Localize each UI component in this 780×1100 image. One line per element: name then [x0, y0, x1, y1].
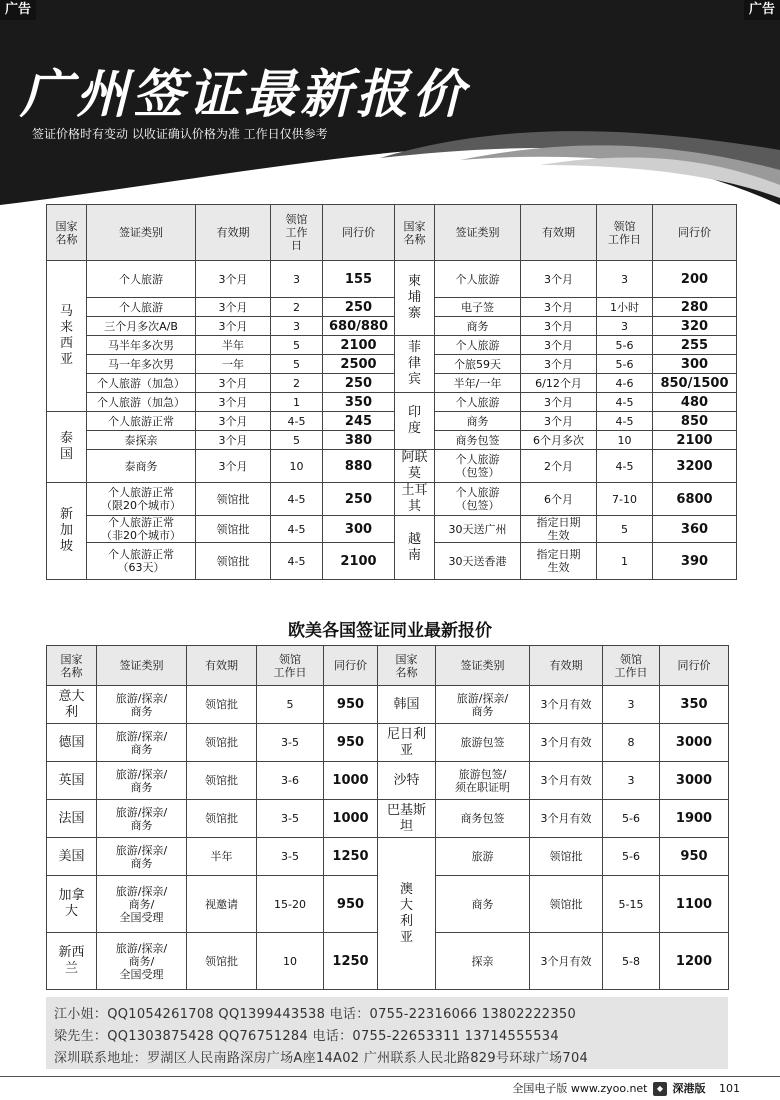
category-cell: 旅游 — [436, 838, 530, 876]
table-row — [47, 355, 737, 374]
processing-days-cell: 3 — [271, 261, 323, 298]
table-row — [47, 483, 737, 516]
processing-days-cell: 4-5 — [597, 450, 653, 483]
column-header: 国家 名称 — [378, 646, 436, 686]
price-cell: 950 — [324, 876, 378, 933]
category-cell: 个旅59天 — [435, 355, 521, 374]
country-cell: 土耳 其 — [395, 483, 435, 516]
processing-days-cell: 5 — [271, 355, 323, 374]
category-cell: 个人旅游 — [435, 393, 521, 412]
category-cell: 个人旅游正常 （限20个城市） — [87, 483, 196, 516]
country-cell: 意大 利 — [47, 686, 97, 724]
processing-days-cell: 1 — [271, 393, 323, 412]
category-cell: 30天送广州 — [435, 516, 521, 543]
validity-cell: 6/12个月 — [521, 374, 597, 393]
price-cell: 200 — [653, 261, 737, 298]
validity-cell: 3个月 — [521, 298, 597, 317]
publisher-logo-icon: ◆ — [653, 1082, 667, 1096]
column-header: 签证类别 — [87, 205, 196, 261]
table-row — [47, 431, 737, 450]
footer-divider — [0, 1076, 780, 1077]
validity-cell: 领馆批 — [530, 838, 603, 876]
page-subtitle: 签证价格时有变动 以收证确认价格为准 工作日仅供参考 — [32, 127, 328, 141]
column-header: 有效期 — [530, 646, 603, 686]
price-cell: 680/880 — [323, 317, 395, 336]
western-visa-table — [46, 645, 729, 990]
processing-days-cell: 5-6 — [597, 355, 653, 374]
category-cell: 个人旅游 — [435, 336, 521, 355]
category-cell: 马半年多次男 — [87, 336, 196, 355]
validity-cell: 领馆批 — [196, 483, 271, 516]
column-header: 国家 名称 — [47, 205, 87, 261]
validity-cell: 领馆批 — [187, 800, 257, 838]
column-header: 领馆 工作日 — [597, 205, 653, 261]
price-cell: 155 — [323, 261, 395, 298]
category-cell: 个人旅游 — [87, 261, 196, 298]
price-cell: 250 — [323, 298, 395, 317]
validity-cell: 2个月 — [521, 450, 597, 483]
validity-cell: 3个月 — [196, 317, 271, 336]
processing-days-cell: 3-6 — [257, 762, 324, 800]
processing-days-cell: 5-6 — [597, 336, 653, 355]
table-row — [47, 317, 737, 336]
table-row — [47, 686, 729, 724]
processing-days-cell: 5 — [271, 431, 323, 450]
footer — [512, 1080, 740, 1096]
price-cell: 950 — [324, 686, 378, 724]
validity-cell: 3个月有效 — [530, 762, 603, 800]
category-cell: 商务 — [435, 317, 521, 336]
validity-cell: 半年 — [187, 838, 257, 876]
header-row — [47, 205, 737, 261]
validity-cell: 3个月 — [196, 393, 271, 412]
processing-days-cell: 4-5 — [597, 412, 653, 431]
category-cell: 旅游/探亲/ 商务 — [97, 838, 187, 876]
validity-cell: 3个月有效 — [530, 800, 603, 838]
country-cell: 澳 大 利 亚 — [378, 838, 436, 990]
price-cell: 255 — [653, 336, 737, 355]
category-cell: 旅游/探亲/ 商务 — [97, 762, 187, 800]
validity-cell: 领馆批 — [187, 724, 257, 762]
validity-cell: 3个月 — [196, 261, 271, 298]
category-cell: 个人旅游（加急） — [87, 374, 196, 393]
contact-box — [46, 997, 728, 1069]
price-cell: 6800 — [653, 483, 737, 516]
page-number: 101 — [719, 1082, 740, 1095]
validity-cell: 3个月 — [196, 298, 271, 317]
processing-days-cell: 4-5 — [271, 412, 323, 431]
price-cell: 2100 — [653, 431, 737, 450]
price-cell: 1100 — [660, 876, 729, 933]
category-cell: 商务包签 — [436, 800, 530, 838]
category-cell: 三个月多次A/B — [87, 317, 196, 336]
category-cell: 个人旅游 — [435, 261, 521, 298]
processing-days-cell: 4-6 — [597, 374, 653, 393]
validity-cell: 视邀请 — [187, 876, 257, 933]
processing-days-cell: 1小时 — [597, 298, 653, 317]
category-cell: 泰探亲 — [87, 431, 196, 450]
processing-days-cell: 3 — [597, 261, 653, 298]
category-cell: 个人旅游 （包签） — [435, 450, 521, 483]
processing-days-cell: 3-5 — [257, 838, 324, 876]
category-cell: 个人旅游（加急） — [87, 393, 196, 412]
category-cell: 旅游/探亲/ 商务/ 全国受理 — [97, 933, 187, 990]
price-cell: 360 — [653, 516, 737, 543]
price-cell: 3000 — [660, 724, 729, 762]
category-cell: 旅游/探亲/ 商务/ 全国受理 — [97, 876, 187, 933]
column-header: 国家 名称 — [395, 205, 435, 261]
category-cell: 30天送香港 — [435, 543, 521, 580]
contact-address: 深圳联系地址：罗湖区人民南路深房广场A座14A02 广州联系人民北路829号环球广场704 — [54, 1051, 589, 1066]
price-cell: 390 — [653, 543, 737, 580]
table-row — [47, 374, 737, 393]
processing-days-cell: 4-5 — [271, 543, 323, 580]
table-row — [47, 762, 729, 800]
table-row — [47, 543, 737, 580]
validity-cell: 领馆批 — [187, 762, 257, 800]
validity-cell: 领馆批 — [196, 543, 271, 580]
price-cell: 1200 — [660, 933, 729, 990]
category-cell: 泰商务 — [87, 450, 196, 483]
country-cell: 新西 兰 — [47, 933, 97, 990]
category-cell: 个人旅游 — [87, 298, 196, 317]
column-header: 国家 名称 — [47, 646, 97, 686]
column-header: 签证类别 — [436, 646, 530, 686]
validity-cell: 3个月 — [521, 412, 597, 431]
price-cell: 1250 — [324, 838, 378, 876]
validity-cell: 指定日期 生效 — [521, 516, 597, 543]
price-cell: 880 — [323, 450, 395, 483]
validity-cell: 3个月有效 — [530, 686, 603, 724]
ad-label-left: 广告 — [0, 0, 36, 20]
country-cell: 印 度 — [395, 393, 435, 450]
category-cell: 个人旅游正常 （63天） — [87, 543, 196, 580]
category-cell: 旅游包签 — [436, 724, 530, 762]
validity-cell: 3个月有效 — [530, 933, 603, 990]
country-cell: 柬 埔 寨 — [395, 261, 435, 336]
price-cell: 850 — [653, 412, 737, 431]
processing-days-cell: 4-5 — [597, 393, 653, 412]
processing-days-cell: 5 — [597, 516, 653, 543]
country-cell: 阿联 莫 — [395, 450, 435, 483]
column-header: 签证类别 — [435, 205, 521, 261]
processing-days-cell: 7-10 — [597, 483, 653, 516]
country-cell: 加拿 大 — [47, 876, 97, 933]
page-title: 广州签证最新报价 — [20, 64, 469, 125]
category-cell: 商务包签 — [435, 431, 521, 450]
processing-days-cell: 3 — [603, 686, 660, 724]
price-cell: 1250 — [324, 933, 378, 990]
section-title: 欧美各国签证同业最新报价 — [288, 621, 492, 641]
validity-cell: 3个月 — [196, 450, 271, 483]
price-cell: 320 — [653, 317, 737, 336]
header-row — [47, 646, 729, 686]
validity-cell: 3个月 — [521, 261, 597, 298]
processing-days-cell: 2 — [271, 374, 323, 393]
footer-site[interactable]: 全国电子版 www.zyoo.net — [512, 1082, 648, 1095]
price-cell: 850/1500 — [653, 374, 737, 393]
column-header: 同行价 — [660, 646, 729, 686]
column-header: 有效期 — [521, 205, 597, 261]
processing-days-cell: 10 — [271, 450, 323, 483]
country-cell: 泰 国 — [47, 412, 87, 483]
category-cell: 旅游/探亲/ 商务 — [97, 724, 187, 762]
validity-cell: 指定日期 生效 — [521, 543, 597, 580]
category-cell: 旅游/探亲/ 商务 — [436, 686, 530, 724]
processing-days-cell: 3 — [603, 762, 660, 800]
processing-days-cell: 3-5 — [257, 724, 324, 762]
price-cell: 300 — [653, 355, 737, 374]
column-header: 有效期 — [187, 646, 257, 686]
category-cell: 旅游/探亲/ 商务 — [97, 686, 187, 724]
validity-cell: 领馆批 — [530, 876, 603, 933]
price-cell: 245 — [323, 412, 395, 431]
processing-days-cell: 5 — [257, 686, 324, 724]
category-cell: 马一年多次男 — [87, 355, 196, 374]
validity-cell: 一年 — [196, 355, 271, 374]
processing-days-cell: 3-5 — [257, 800, 324, 838]
price-cell: 350 — [323, 393, 395, 412]
footer-edition: 深港版 — [672, 1082, 706, 1095]
column-header: 领馆 工作日 — [257, 646, 324, 686]
country-cell: 马 来 西 亚 — [47, 261, 87, 412]
processing-days-cell: 15-20 — [257, 876, 324, 933]
processing-days-cell: 4-5 — [271, 483, 323, 516]
category-cell: 个人旅游正常 — [87, 412, 196, 431]
table-row — [47, 516, 737, 543]
table-row — [47, 336, 737, 355]
processing-days-cell: 5 — [271, 336, 323, 355]
country-cell: 德国 — [47, 724, 97, 762]
asia-visa-table — [46, 204, 737, 580]
category-cell: 探亲 — [436, 933, 530, 990]
country-cell: 越 南 — [395, 516, 435, 580]
validity-cell: 3个月 — [196, 412, 271, 431]
category-cell: 商务 — [436, 876, 530, 933]
validity-cell: 3个月 — [521, 355, 597, 374]
price-cell: 300 — [323, 516, 395, 543]
category-cell: 个人旅游正常 （非20个城市） — [87, 516, 196, 543]
price-cell: 250 — [323, 483, 395, 516]
validity-cell: 领馆批 — [196, 516, 271, 543]
validity-cell: 3个月 — [196, 374, 271, 393]
price-cell: 2100 — [323, 336, 395, 355]
table-row — [47, 838, 729, 876]
category-cell: 旅游/探亲/ 商务 — [97, 800, 187, 838]
price-cell: 2100 — [323, 543, 395, 580]
column-header: 领馆 工作 日 — [271, 205, 323, 261]
processing-days-cell: 10 — [257, 933, 324, 990]
table-row — [47, 412, 737, 431]
table-row — [47, 724, 729, 762]
processing-days-cell: 5-6 — [603, 800, 660, 838]
column-header: 有效期 — [196, 205, 271, 261]
country-cell: 菲 律 宾 — [395, 336, 435, 393]
validity-cell: 领馆批 — [187, 686, 257, 724]
contact-jiang: 江小姐：QQ1054261708 QQ1399443538 电话：0755-22316066 13802222350 — [54, 1007, 577, 1022]
price-cell: 950 — [660, 838, 729, 876]
header-banner — [0, 0, 780, 205]
country-cell: 巴基斯 坦 — [378, 800, 436, 838]
country-cell: 韩国 — [378, 686, 436, 724]
price-cell: 950 — [324, 724, 378, 762]
price-cell: 3200 — [653, 450, 737, 483]
price-cell: 1000 — [324, 800, 378, 838]
country-cell: 法国 — [47, 800, 97, 838]
column-header: 签证类别 — [97, 646, 187, 686]
processing-days-cell: 5-15 — [603, 876, 660, 933]
validity-cell: 6个月多次 — [521, 431, 597, 450]
table-row — [47, 393, 737, 412]
price-cell: 3000 — [660, 762, 729, 800]
category-cell: 半年/一年 — [435, 374, 521, 393]
processing-days-cell: 3 — [597, 317, 653, 336]
category-cell: 个人旅游 （包签） — [435, 483, 521, 516]
table-row — [47, 800, 729, 838]
table-row — [47, 298, 737, 317]
price-cell: 1000 — [324, 762, 378, 800]
country-cell: 尼日利 亚 — [378, 724, 436, 762]
column-header: 同行价 — [323, 205, 395, 261]
price-cell: 1900 — [660, 800, 729, 838]
validity-cell: 6个月 — [521, 483, 597, 516]
category-cell: 旅游包签/ 须在职证明 — [436, 762, 530, 800]
validity-cell: 3个月 — [196, 431, 271, 450]
price-cell: 2500 — [323, 355, 395, 374]
processing-days-cell: 8 — [603, 724, 660, 762]
country-cell: 英国 — [47, 762, 97, 800]
validity-cell: 3个月有效 — [530, 724, 603, 762]
country-cell: 沙特 — [378, 762, 436, 800]
price-cell: 480 — [653, 393, 737, 412]
validity-cell: 3个月 — [521, 317, 597, 336]
validity-cell: 半年 — [196, 336, 271, 355]
processing-days-cell: 1 — [597, 543, 653, 580]
validity-cell: 3个月 — [521, 393, 597, 412]
ad-label-right: 广告 — [744, 0, 780, 20]
processing-days-cell: 5-6 — [603, 838, 660, 876]
price-cell: 380 — [323, 431, 395, 450]
processing-days-cell: 4-5 — [271, 516, 323, 543]
processing-days-cell: 2 — [271, 298, 323, 317]
price-cell: 280 — [653, 298, 737, 317]
validity-cell: 3个月 — [521, 336, 597, 355]
category-cell: 电子签 — [435, 298, 521, 317]
processing-days-cell: 3 — [271, 317, 323, 336]
table-row — [47, 450, 737, 483]
processing-days-cell: 5-8 — [603, 933, 660, 990]
country-cell: 新 加 坡 — [47, 483, 87, 580]
price-cell: 350 — [660, 686, 729, 724]
column-header: 同行价 — [653, 205, 737, 261]
country-cell: 美国 — [47, 838, 97, 876]
column-header: 同行价 — [324, 646, 378, 686]
contact-liang: 梁先生：QQ1303875428 QQ76751284 电话：0755-22653311 13714555534 — [54, 1029, 559, 1044]
price-cell: 250 — [323, 374, 395, 393]
category-cell: 商务 — [435, 412, 521, 431]
column-header: 领馆 工作日 — [603, 646, 660, 686]
table-row — [47, 261, 737, 298]
processing-days-cell: 10 — [597, 431, 653, 450]
validity-cell: 领馆批 — [187, 933, 257, 990]
